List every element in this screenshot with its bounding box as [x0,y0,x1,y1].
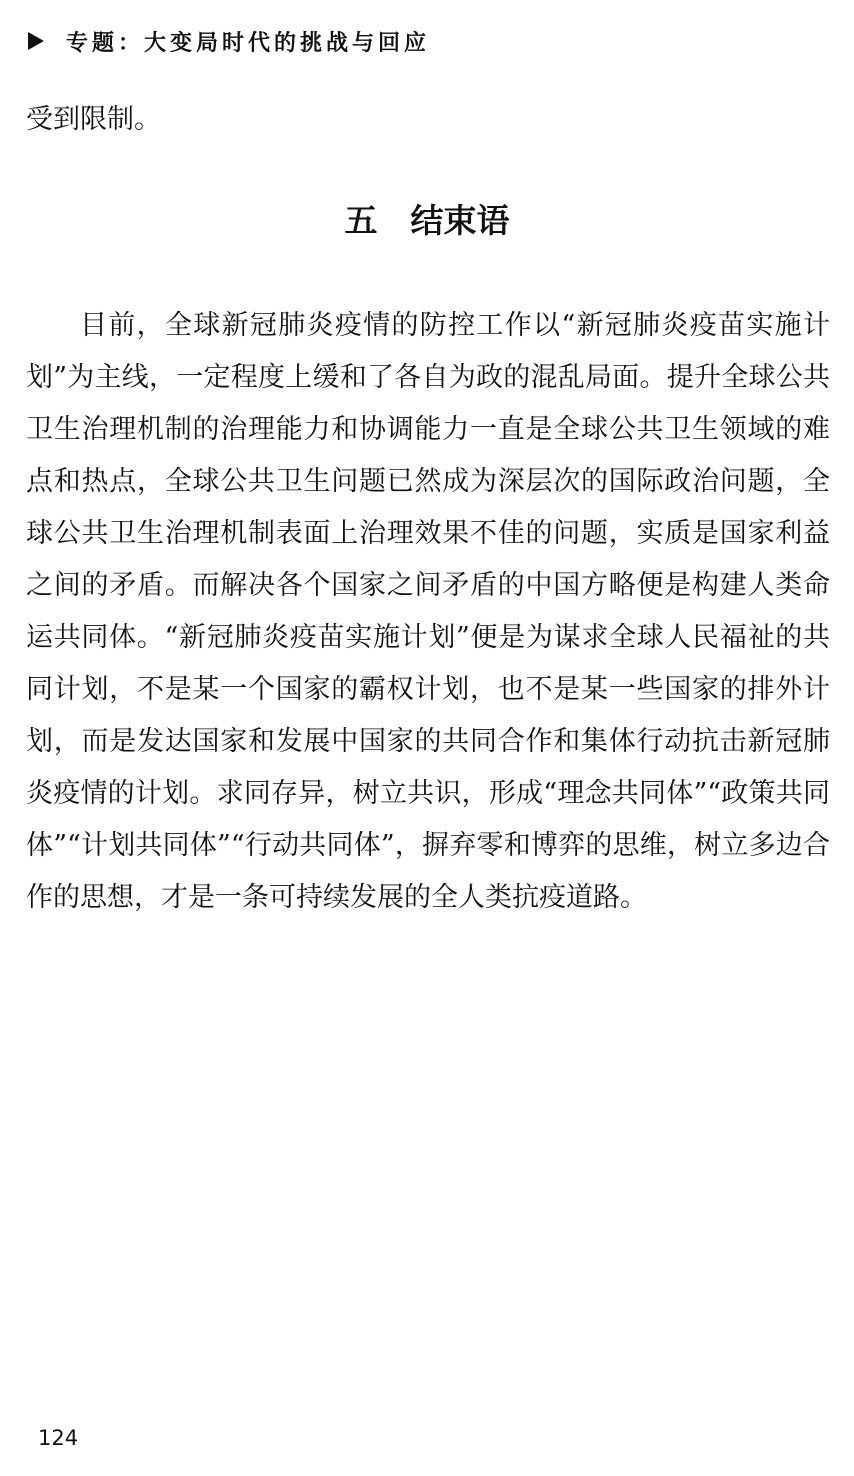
right-triangle-icon [28,32,44,50]
body-paragraph: 目前，全球新冠肺炎疫情的防控工作以“新冠肺炎疫苗实施计划”为主线，一定程度上缓和了各自为政的混乱局面。提升全球公共卫生治理机制的治理能力和协调能力一直是全球公共卫生领域的难点和热点，全球公共卫生问题已然成为深层次的国际政治问题，全球公共卫生治理机制表面上治理效果不佳的问题，实质是国家利益之间的矛盾。而解决各个国家之间矛盾的中国方略便是构建人类命运共同体。“新冠肺炎疫苗实施计划”便是为谋求全球人民福祉的共同计划，不是某一个国家的霸权计划，也不是某一些国家的排外计划，而是发达国家和发展中国家的共同合作和集体行动抗击新冠肺炎疫情的计划。求同存异，树立共识，形成“理念共同体”“政策共同体”“计划共同体”“行动共同体”，摒弃零和博弈的思维，树立多边合作的思想，才是一条可持续发展的全人类抗疫道路。 [26,310,830,913]
running-header [28,24,430,58]
running-header-title: 专题：大变局时代的挑战与回应 [66,30,431,56]
continuation-text: 受到限制。 [26,104,161,135]
section-heading: 五 结束语 [344,201,510,240]
page-number: 124 [38,1426,79,1450]
